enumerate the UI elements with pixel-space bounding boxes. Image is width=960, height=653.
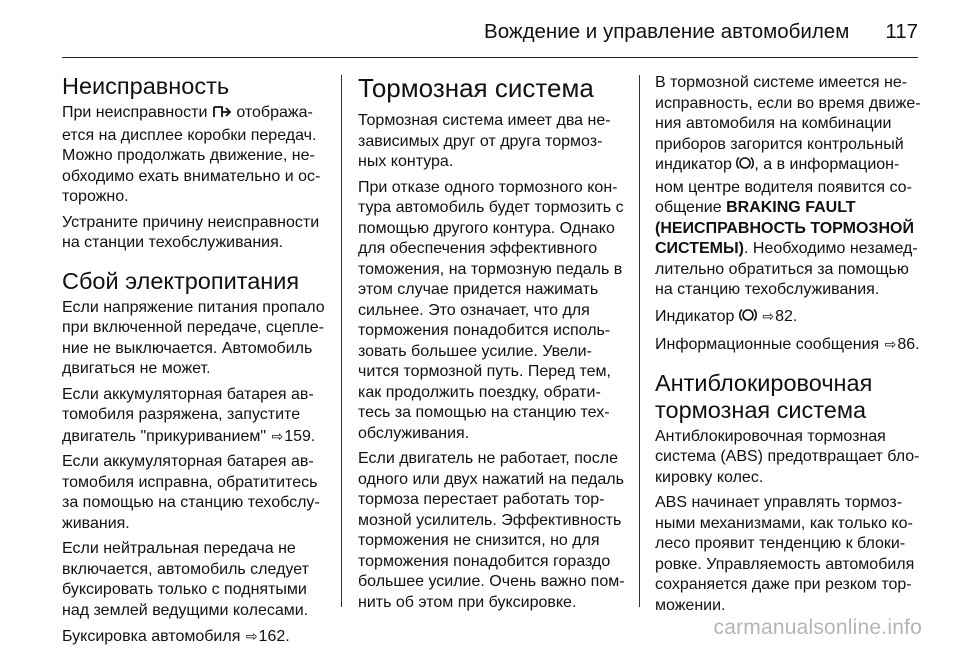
paragraph-neutral: Если нейтральная передача не включается, автомобиль следует буксировать только с поднятыми над землей ведущими колесами. bbox=[62, 540, 309, 619]
text-span: Информационные сообщения bbox=[655, 336, 880, 353]
text-span: При неисправности bbox=[62, 104, 208, 121]
heading-malfunction: Неисправность bbox=[62, 73, 230, 99]
column-divider-1 bbox=[341, 75, 342, 607]
gearbox-fault-icon bbox=[212, 105, 232, 126]
paragraph-malfunction bbox=[62, 103, 330, 208]
column-2 bbox=[358, 73, 626, 618]
paragraph-engine-off: Если двигатель не работает, после одного или двух нажатий на педаль тормоза перестает работать тор-мозной усилитель. Эффективность торможения не снизится, но для торможения понадобится гораздо большее усилие. Очень важно пом-нить об этом при буксировке. bbox=[358, 450, 625, 611]
page-ref-arrow-icon: ⇨ bbox=[245, 628, 258, 644]
page-ref-arrow-icon: ⇨ bbox=[271, 427, 284, 444]
page-ref-arrow-icon: ⇨ bbox=[884, 336, 897, 352]
heading-brake-system: Тормозная система bbox=[358, 73, 594, 103]
heading-power-failure: Сбой электропитания bbox=[62, 267, 300, 294]
paragraph-circuit-failure: При отказе одного тормозного кон-тура автомобиль будет тормозить с помощью другого контура. Однако для обеспечения эффективного томожения, на тормозную педаль в этом случае придется нажимать сильнее. Это означает, что для торможения понадобится исполь-зовать большее усилие. Увели-чится тормозной путь. Перед тем, как продолжить поездку, обрати-тесь за помощью на станцию тех-обслуживания. bbox=[358, 178, 624, 442]
paragraph-fix-cause: Устраните причину неисправности на станции техобслуживания. bbox=[62, 213, 320, 251]
message-text: BRAKING FAULT (НЕИСПРАВНОСТЬ ТОРМОЗНОЙ СИСТЕМЫ) bbox=[655, 199, 914, 257]
page-ref-link[interactable]: 159. bbox=[284, 427, 316, 445]
page-ref-arrow-icon: ⇨ bbox=[762, 307, 775, 324]
brake-warning-icon bbox=[739, 307, 757, 330]
paragraph-towing bbox=[62, 626, 330, 648]
watermark: carmanualsonline.info bbox=[713, 616, 922, 639]
paragraph-battery-ok: Если аккумуляторная батарея ав-томобиля исправна, обратититесь за помощью на станцию техобслу-живания. bbox=[62, 453, 320, 532]
page-number: 117 bbox=[885, 20, 918, 43]
paragraph-battery-empty bbox=[62, 385, 330, 448]
paragraph-abs-intro: Антиблокировочная тормозная система (ABS) предотвращает бло-кировку колес. bbox=[655, 427, 920, 486]
paragraph-two-circuits: Тормозная система имеет два не-зависимых друг от друга тормоз-ных контура. bbox=[358, 112, 611, 170]
page-header bbox=[62, 16, 918, 48]
column-1 bbox=[62, 73, 330, 653]
paragraph-info-messages bbox=[655, 334, 927, 356]
text-span: отобража-ется на дисплее коробки передач. Можно продолжать движение, не-обходимо ехать внимательно и ос-торожно. bbox=[62, 104, 321, 205]
column-divider-2 bbox=[639, 75, 640, 607]
column-3 bbox=[655, 73, 927, 621]
paragraph-abs-operation: ABS начинает управлять тормоз-ными механизмами, как только ко-лесо проявит тенденцию к блоки-ровке. Управляемость автомобиля сохраняется даже при резком тор-можении. bbox=[655, 494, 915, 614]
paragraph-power-loss: Если напряжение питания пропало при включенной передаче, сцепле-ние не выключается. Автомобиль двигаться не может. bbox=[62, 298, 325, 377]
page-ref-link[interactable]: 162. bbox=[258, 628, 290, 645]
page-ref-link[interactable]: 86. bbox=[897, 336, 920, 353]
text-span: , а в информацион-ном центре водителя появится со-общение bbox=[655, 156, 912, 216]
text-span: Буксировка автомобиля bbox=[62, 628, 241, 645]
page-header-title: Вождение и управление автомобилем bbox=[484, 20, 850, 43]
brake-warning-icon bbox=[736, 155, 754, 178]
heading-abs: Антиблокировочная тормозная система bbox=[655, 369, 873, 423]
text-span: В тормозной системе имеется не-исправность, если во время движе-ния автомобиля на комбинации приборов загорится контрольный индикатор bbox=[655, 74, 921, 173]
page-ref-link[interactable]: 82. bbox=[775, 307, 798, 325]
text-span: Индикатор bbox=[655, 307, 735, 325]
text-span: Если аккумуляторная батарея ав-томобиля разряжена, запустите двигатель "прикуриванием" bbox=[62, 385, 314, 445]
text-span: . Необходимо незамед-лительно обратиться за помощью на станцию техобслуживания. bbox=[655, 240, 918, 298]
paragraph-brake-warning bbox=[655, 73, 927, 301]
header-divider bbox=[62, 57, 918, 58]
paragraph-indicator bbox=[655, 306, 927, 330]
